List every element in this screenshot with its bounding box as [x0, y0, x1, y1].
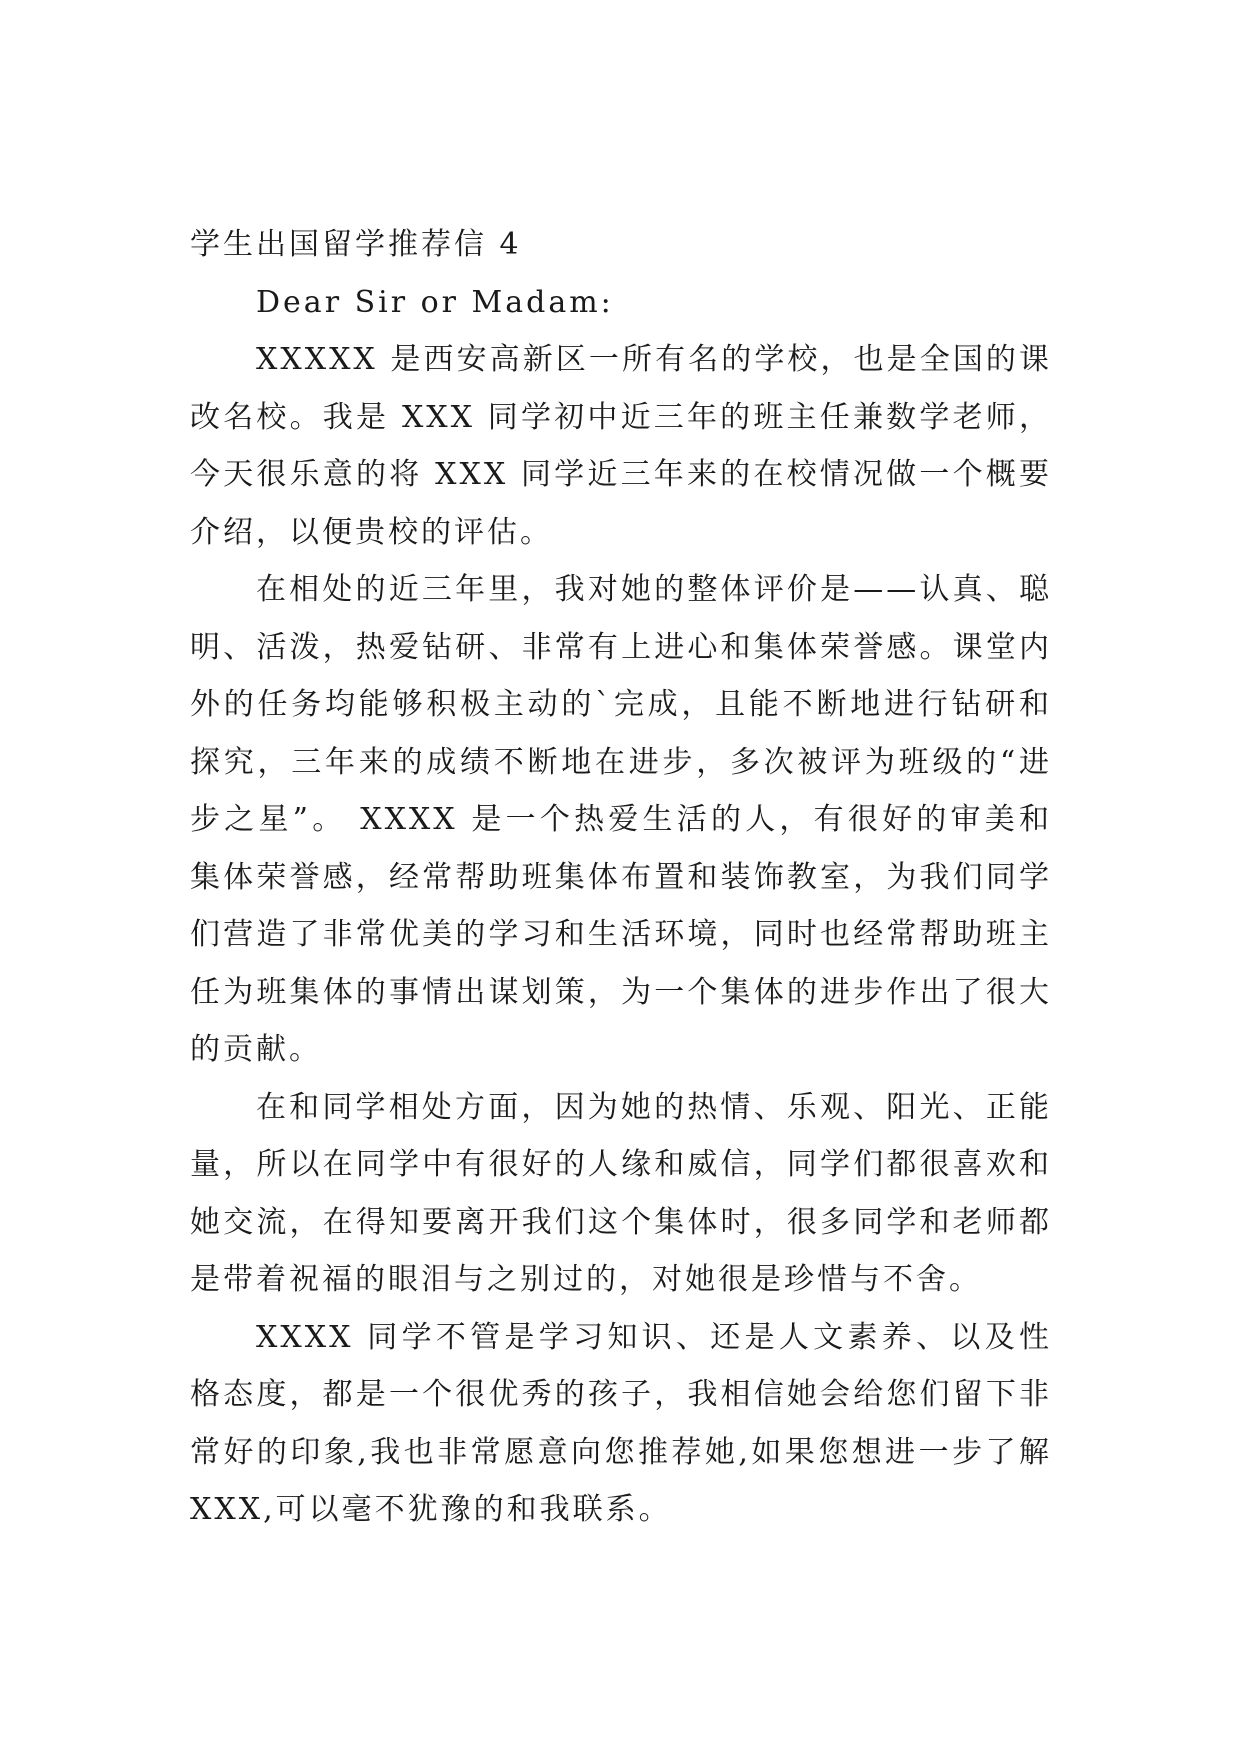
letter-salutation: Dear Sir or Madam: — [256, 284, 614, 320]
paragraph-recommendation: XXXX 同学不管是学习知识、还是人文素养、以及性格态度，都是一个很优秀的孩子，我相信她会给您们留下非常好的印象,我也非常愿意向您推荐她,如果您想进一步了解XXX,可以毫不犹豫的和我联系。 — [190, 1319, 1052, 1527]
letter-body — [190, 216, 1052, 1539]
paragraph-school-intro: XXXXX 是西安高新区一所有名的学校，也是全国的课改名校。我是 XXX 同学初中近三年的班主任兼数学老师，今天很乐意的将 XXX 同学近三年来的在校情况做一个概要介绍，以便贵校的评估。 — [190, 342, 1052, 550]
letter-title: 学生出国留学推荐信 4 — [190, 227, 522, 262]
paragraph-evaluation: 在相处的近三年里，我对她的整体评价是——认真、聪明、活泼，热爱钻研、非常有上进心和集体荣誉感。课堂内外的任务均能够积极主动的`完成，且能不断地进行钻研和探究，三年来的成绩不断地在进步，多次被评为班级的“进步之星”。 XXXX 是一个热爱生活的人，有很好的审美和集体荣誉感，经常帮助班集体布置和装饰教室，为我们同学们营造了非常优美的学习和生活环境，同时也经常帮助班主任为班集体的事情出谋划策，为一个集体的进步作出了很大的贡献。 — [190, 572, 1052, 1067]
paragraph-relationships: 在和同学相处方面，因为她的热情、乐观、阳光、正能量，所以在同学中有很好的人缘和威信，同学们都很喜欢和她交流，在得知要离开我们这个集体时，很多同学和老师都是带着祝福的眼泪与之别过的，对她很是珍惜与不舍。 — [190, 1089, 1052, 1297]
